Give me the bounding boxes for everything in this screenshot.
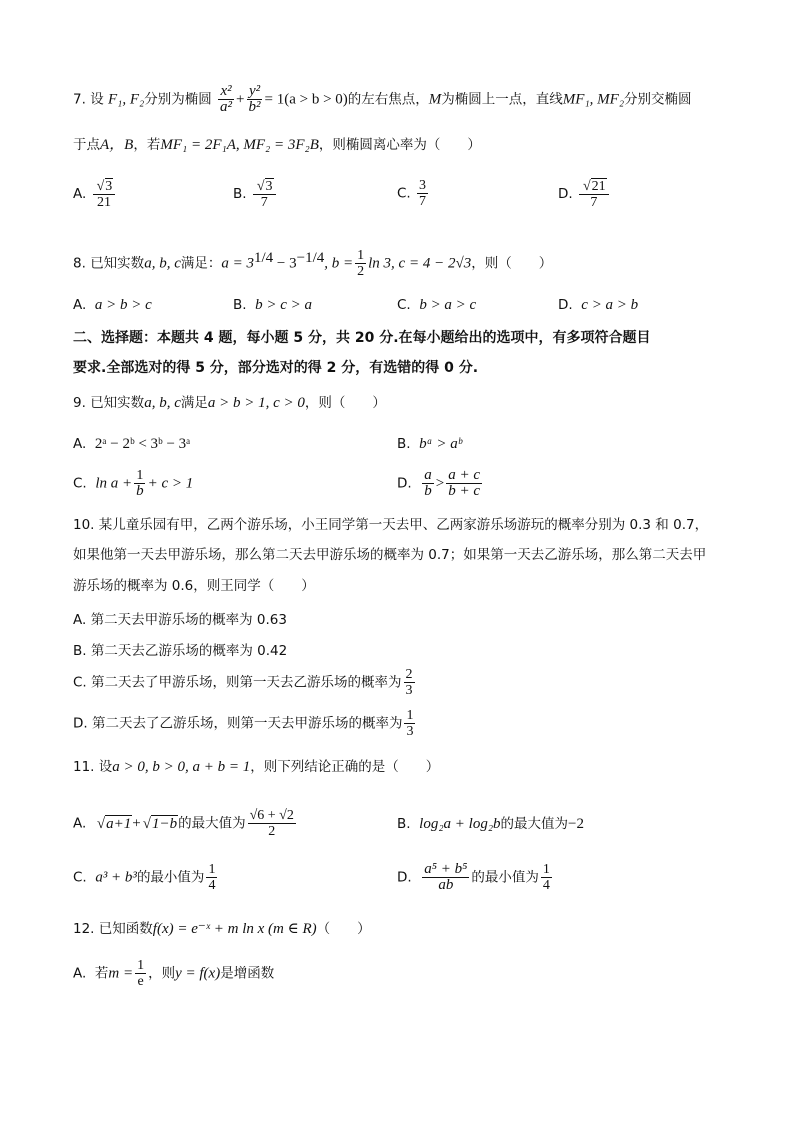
- q9-option-d-gt: >: [435, 475, 445, 492]
- q9-option-c-den: b: [136, 483, 144, 499]
- q7-option-c-label: C.: [397, 185, 411, 202]
- q7-line2-c: ，则椭圆离心率为（ ）: [318, 137, 481, 153]
- q7-option-c[interactable]: [397, 178, 430, 209]
- q12-option-a-frac: [135, 958, 146, 989]
- q8-option-d[interactable]: [558, 297, 638, 314]
- q9-option-d-num2: a + c: [448, 467, 481, 483]
- q10-line2: 如果他第一天去甲游乐场，那么第二天去甲游乐场的概率为 0.7；如果第一天去乙游乐场，那么第二天去甲: [73, 547, 707, 563]
- q10-option-d[interactable]: [73, 708, 417, 739]
- q11-option-c-text: 的最小值为: [136, 869, 205, 886]
- q11-stem: [73, 758, 439, 776]
- q7-text2: 的左右焦点，: [347, 91, 429, 108]
- q8-option-b-label: B.: [233, 297, 247, 313]
- q11-option-d-num: 1: [542, 862, 550, 877]
- q11-option-a-label: A.: [73, 815, 87, 832]
- q9-option-a-text: 2ᵃ − 2ᵇ < 3ᵇ − 3ᵃ: [94, 436, 191, 452]
- q7-number: 7.: [73, 91, 86, 108]
- q9-option-d-frac1: [422, 468, 434, 499]
- q7-option-d[interactable]: [558, 178, 611, 210]
- q11-option-c-label: C.: [73, 869, 87, 886]
- q11-option-c-expr: a³ + b³: [95, 869, 137, 886]
- q9-option-c-post: + c > 1: [147, 475, 194, 492]
- q11-option-d-frac2: [541, 862, 552, 893]
- q11-option-a-text: 的最大值为: [178, 815, 246, 832]
- q7-option-a-frac: [93, 178, 116, 210]
- q10-option-d-num: 1: [406, 708, 414, 723]
- q7-frac-x-den: a²: [220, 99, 233, 115]
- q9-text3: ，则（ ）: [304, 395, 386, 411]
- q8-option-a-text: a > b > c: [94, 297, 152, 313]
- q11-option-b-label: B.: [397, 816, 411, 832]
- q12-option-a-num: 1: [137, 958, 145, 973]
- q8-option-c-label: C.: [397, 297, 411, 313]
- q10-option-b[interactable]: B. 第二天去乙游乐场的概率为 0.42: [73, 643, 288, 659]
- q11-option-d-text: 的最小值为: [471, 869, 539, 886]
- q9-condition: a > b > 1, c > 0: [207, 395, 305, 411]
- q7-intro: 设: [90, 91, 104, 108]
- q9-vars: a, b, c: [144, 395, 181, 411]
- q11-option-d-label: D.: [397, 869, 412, 886]
- q12-number: 12.: [73, 921, 95, 937]
- q10-line1: 10. 某儿童乐园有甲，乙两个游乐场，小王同学第一天去甲、乙两家游乐场游玩的概率分别为 0.3 和 0.7，: [73, 517, 709, 533]
- q7-frac-x-num: x²: [220, 83, 232, 99]
- q7-text3: 为椭圆上一点，直线: [441, 91, 563, 108]
- q7-frac-y-den: b²: [248, 99, 261, 115]
- q12-option-a-label: A.: [73, 965, 87, 982]
- q11-option-d-num1: a⁵ + b⁵: [424, 861, 468, 877]
- q8-option-b[interactable]: [233, 297, 312, 314]
- q8-option-c-text: b > a > c: [419, 297, 477, 313]
- q7-option-d-radicand: √ 21: [591, 178, 607, 194]
- q9-option-c-pre: ln a +: [95, 475, 133, 492]
- q11-option-a-frac: [248, 808, 296, 839]
- q9-option-b-text: bᵃ > aᵇ: [419, 436, 462, 452]
- q7-frac-y: [247, 84, 263, 115]
- q9-number: 9.: [73, 395, 86, 411]
- q8-exp2: −1/4: [296, 250, 325, 266]
- q7-option-b-frac: [253, 178, 276, 210]
- q9-option-c-frac: [134, 468, 146, 499]
- q10-line3: 游乐场的概率为 0.6，则王同学（ ）: [73, 578, 315, 594]
- q10-option-c[interactable]: [73, 667, 417, 698]
- q8-option-a-label: A.: [73, 297, 87, 313]
- q10-option-c-num: 2: [405, 667, 413, 682]
- q7-option-d-num: [579, 178, 609, 195]
- q9-option-d-den2: b + c: [448, 483, 481, 499]
- q11-option-d-frac1: [422, 862, 469, 893]
- q7-option-d-den: 7: [590, 195, 598, 210]
- q12-stem: [73, 920, 371, 938]
- q7-eq-rest: = 1(a > b > 0): [264, 91, 348, 108]
- q8-number: 8.: [73, 255, 86, 272]
- q10-option-d-text: D. 第二天去了乙游乐场，则第一天去甲游乐场的概率为: [73, 715, 403, 732]
- q7-option-d-frac: [579, 178, 609, 210]
- q7-option-b[interactable]: [233, 178, 278, 210]
- q7-line1: 7. 设 F₁, F₂分别为椭圆 $\frac{\text{x²}}{\text{a²}}$ + $\frac{\text{y²}}{\text{b²}}$ = 1(a > b > 0)的左右焦点，M为椭圆上一点，直线MF₁, MF₂分别交椭圆: [73, 83, 692, 115]
- q7-text1: 分别为椭圆: [144, 91, 212, 108]
- q9-text2: 满足: [180, 395, 208, 411]
- q8-eq-c: ln 3, c = 4 − 2√3: [368, 255, 472, 272]
- q9-stem: [73, 394, 386, 412]
- q12-function: f(x) = e⁻ˣ + m ln x (m ∈ R): [152, 921, 317, 937]
- q7-option-a-label: A.: [73, 186, 87, 202]
- q7-option-b-den: 7: [260, 195, 268, 210]
- q11-condition: a > 0, b > 0, a + b = 1: [112, 759, 251, 775]
- q7-option-c-den: 7: [419, 194, 427, 209]
- q8-half-num: 1: [357, 248, 365, 263]
- q9-option-d-den1: b: [424, 483, 432, 499]
- q11-option-c[interactable]: [73, 862, 219, 893]
- q11-option-b[interactable]: [397, 812, 584, 833]
- q8-option-a[interactable]: [73, 297, 152, 314]
- q11-option-a-radicand1: √ a+1: [105, 815, 132, 833]
- q8-option-d-label: D.: [558, 297, 573, 313]
- q12-text1: 已知函数: [98, 921, 153, 937]
- q7-frac-x: [218, 84, 234, 115]
- q12-option-a-den: e: [137, 974, 144, 989]
- q7-vector-equation: MF₁ = 2F₁A, MF₂ = 3F₂B: [160, 137, 319, 153]
- q11-option-d[interactable]: [397, 862, 554, 893]
- q7-option-c-num: 3: [419, 178, 427, 193]
- section2-heading-line2: 要求.全部选对的得 5 分，部分选对的得 2 分，有选错的得 0 分.: [73, 360, 479, 376]
- q11-option-a-den: 2: [268, 824, 276, 839]
- q11-option-a-plus: +: [132, 815, 141, 832]
- q11-option-b-expr: log₂a + log₂b: [419, 816, 501, 832]
- q7-points: A，B: [100, 137, 134, 153]
- q12-option-a[interactable]: [73, 958, 274, 989]
- q9-option-d-label: D.: [397, 475, 412, 492]
- q8-text1: 已知实数: [90, 255, 145, 272]
- q9-option-a[interactable]: [73, 436, 190, 453]
- q9-option-a-label: A.: [73, 436, 87, 452]
- q8-stem: [73, 248, 552, 279]
- q11-text1: 设: [98, 759, 113, 775]
- q11-option-a-radicand2: √ 1−b: [151, 815, 178, 833]
- q7-option-a-num: [93, 178, 116, 195]
- q7-line2-b: ，若: [133, 137, 161, 153]
- q7-option-b-num: [253, 178, 276, 195]
- q9-option-b-label: B.: [397, 436, 411, 452]
- q8-eq-b: , b =: [324, 255, 354, 272]
- q11-option-d-den: 4: [542, 878, 550, 893]
- q8-option-b-text: b > c > a: [255, 297, 313, 313]
- q7-line2: [73, 136, 481, 154]
- q12-option-a-text3: 是增函数: [220, 965, 275, 982]
- q10-option-d-frac: [404, 708, 415, 739]
- q7-text4: 分别交椭圆: [624, 91, 692, 108]
- q10-option-c-den: 3: [405, 683, 413, 698]
- q10-option-a[interactable]: A. 第二天去甲游乐场的概率为 0.63: [73, 612, 287, 628]
- q11-option-a[interactable]: [73, 808, 298, 839]
- q7-line2-a: 于点: [73, 137, 100, 153]
- q12-option-a-text1: 若: [94, 965, 109, 982]
- q11-option-c-frac: [206, 862, 217, 893]
- q12-option-a-expr: y = f(x): [175, 965, 221, 982]
- q8-eq-a: a = 3: [221, 255, 254, 272]
- q9-option-c[interactable]: [73, 468, 193, 499]
- q7-option-a[interactable]: [73, 178, 117, 210]
- q7-option-c-frac: [417, 178, 428, 209]
- q11-text2: ，则下列结论正确的是（ ）: [250, 759, 440, 775]
- q11-option-c-den: 4: [208, 878, 216, 893]
- q7-point-M: M: [428, 91, 442, 108]
- q8-text2: 满足：: [180, 255, 222, 272]
- q10-option-c-frac: [404, 667, 415, 698]
- q9-option-b[interactable]: [397, 436, 462, 453]
- q9-option-d-num1: a: [424, 467, 432, 483]
- q8-half-den: 2: [357, 264, 365, 279]
- q12-option-a-text2: ，则: [148, 965, 176, 982]
- q11-option-c-num: 1: [208, 862, 216, 877]
- q10-option-d-den: 3: [406, 724, 414, 739]
- q7-option-a-den: 21: [96, 195, 111, 210]
- q11-option-b-text: 的最大值为: [500, 816, 569, 832]
- q8-option-d-text: c > a > b: [581, 297, 639, 313]
- q8-exp1: 1/4: [253, 250, 274, 266]
- q11-option-b-value: −2: [568, 816, 585, 832]
- q12-text2: （ ）: [316, 921, 371, 937]
- q7-foci: F₁, F₂: [107, 91, 145, 108]
- q11-number: 11.: [73, 759, 95, 775]
- q7-option-b-radicand: √ 3: [265, 178, 274, 194]
- q9-option-d[interactable]: [397, 468, 484, 499]
- q9-option-c-num: 1: [136, 468, 144, 483]
- q9-option-c-label: C.: [73, 475, 87, 492]
- q7-lines: MF₁, MF₂: [562, 91, 625, 108]
- q11-option-a-num: √6 + √2: [249, 808, 294, 823]
- q8-text3: ，则（ ）: [471, 255, 553, 272]
- q11-option-d-den1: ab: [438, 877, 454, 893]
- q7-option-b-label: B.: [233, 186, 247, 202]
- q7-option-d-label: D.: [558, 186, 573, 202]
- q7-option-a-radicand: √ 3: [105, 178, 114, 194]
- q10-option-c-text: C. 第二天去了甲游乐场，则第一天去乙游乐场的概率为: [73, 674, 402, 691]
- q8-vars: a, b, c: [144, 255, 181, 272]
- section2-heading-line1: 二、选择题：本题共 4 题，每小题 5 分，共 20 分.在每小题给出的选项中，有多项符合题目: [73, 330, 651, 346]
- q8-option-c[interactable]: [397, 297, 476, 314]
- q7-frac-y-num: y²: [248, 83, 261, 99]
- q12-option-a-m: m =: [108, 965, 134, 982]
- q8-half: [355, 248, 366, 279]
- q9-text1: 已知实数: [90, 395, 145, 411]
- q9-option-d-frac2: [446, 468, 482, 499]
- q8-eq-mid: − 3: [273, 255, 297, 272]
